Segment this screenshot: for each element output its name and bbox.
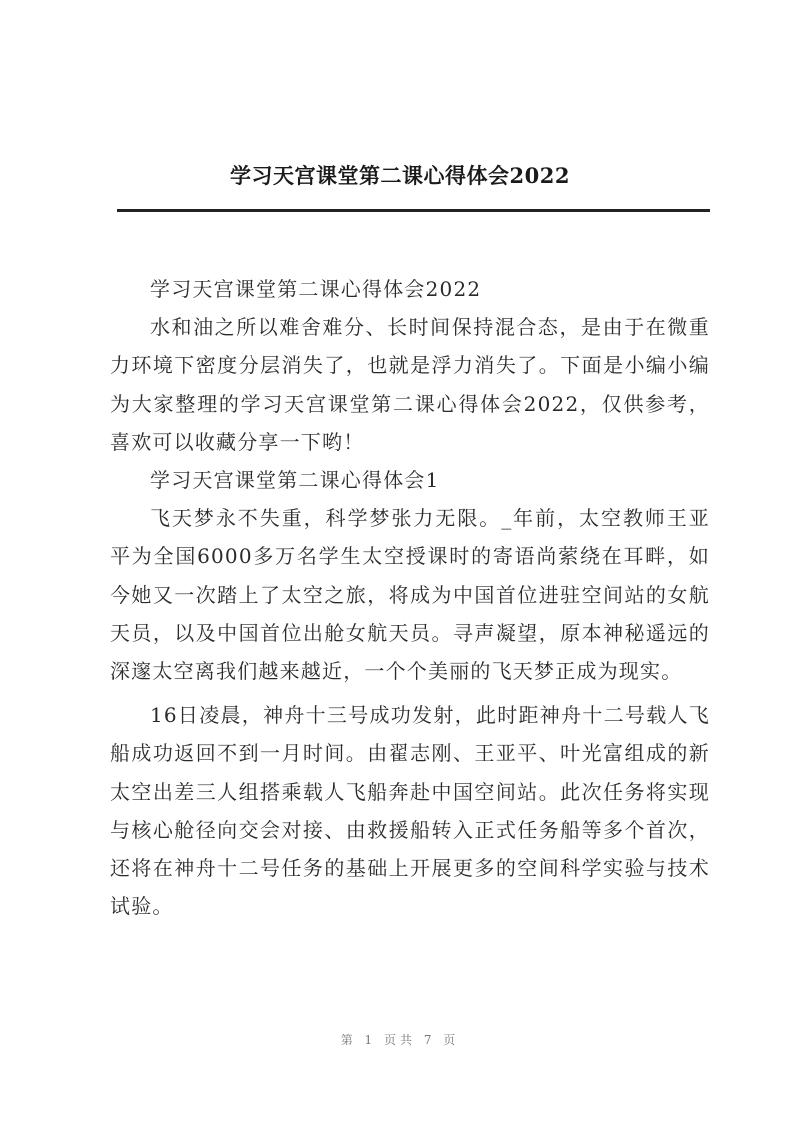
page-footer: 第 1 页共 7 页 xyxy=(340,1033,460,1047)
document-body xyxy=(110,270,710,925)
title-divider xyxy=(117,209,710,212)
body-paragraph: 16日凌晨，神舟十三号成功发射，此时距神舟十二号载人飞船成功返回不到一月时间。由翟志刚、王亚平、叶光富组成的新太空出差三人组搭乘载人飞船奔赴中国空间站。此次任务将实现与核心舱径向交会对接、由救援船转入正式任务船等多个首次，还将在神舟十二号任务的基础上开展更多的空间科学实验与技术试验。 xyxy=(110,703,710,919)
body-paragraph: 飞天梦永不失重，科学梦张力无限。_年前，太空教师王亚平为全国6000多万名学生太空授课时的寄语尚萦绕在耳畔，如今她又一次踏上了太空之旅，将成为中国首位进驻空间站的女航天员，以及中国首位出舱女航天员。寻声凝望，原本神秘遥远的深邃太空离我们越来越近，一个个美丽的飞天梦正成为现实。 xyxy=(110,506,710,684)
section-heading-main: 学习天宫课堂第二课心得体会2022 xyxy=(150,277,482,301)
section-heading-1: 学习天宫课堂第二课心得体会1 xyxy=(150,468,440,493)
document-title: 学习天宫课堂第二课心得体会2022 xyxy=(230,163,570,188)
intro-paragraph: 水和油之所以难舍难分、长时间保持混合态，是由于在微重力环境下密度分层消失了，也就是浮力消失了。下面是小编小编为大家整理的学习天宫课堂第二课心得体会2022，仅供参考，喜欢可以收藏分享一下哟！ xyxy=(110,315,710,454)
